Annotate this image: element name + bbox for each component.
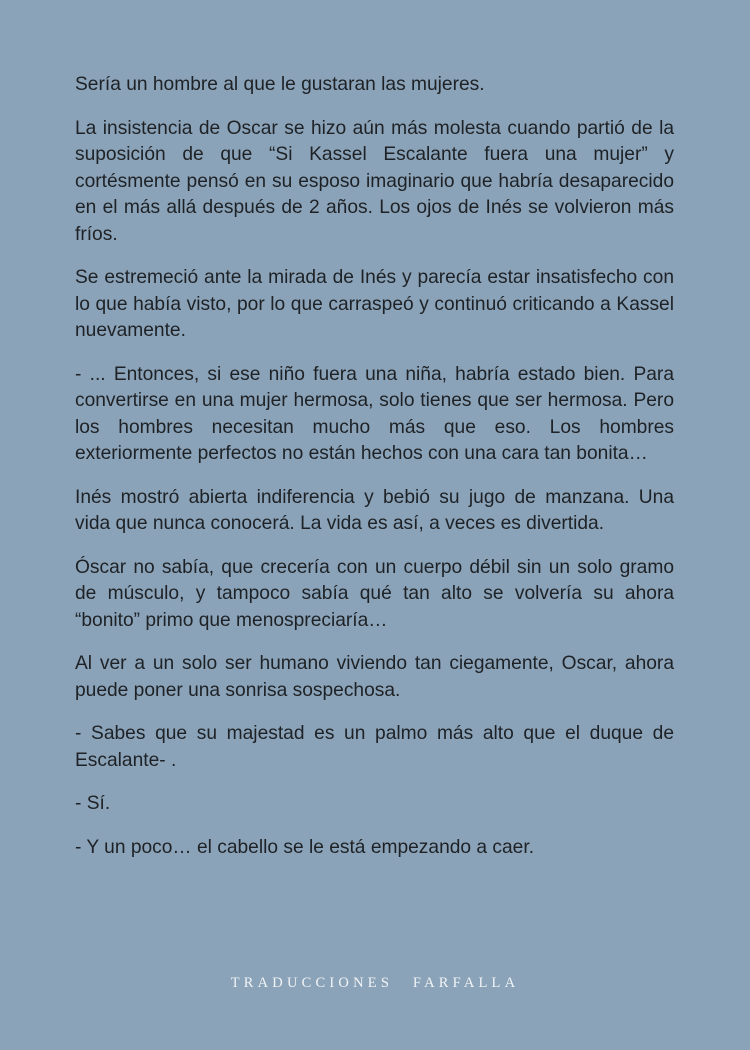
body-text (75, 72, 674, 878)
paragraph: Óscar no sabía, que crecería con un cuerpo débil sin un solo gramo de músculo, y tampoco sabía qué tan alto se volvería su ahora “bonito” primo que menospreciaría… (75, 556, 674, 631)
paragraph: Inés mostró abierta indiferencia y bebió su jugo de manzana. Una vida que nunca conocerá. La vida es así, a veces es divertida. (75, 486, 674, 534)
paragraph: La insistencia de Oscar se hizo aún más molesta cuando partió de la suposición de que “Si Kassel Escalante fuera una mujer” y cortésmente pensó en su esposo imaginario que habría desaparecido en el más allá después de 2 años. Los ojos de Inés se volvieron más fríos. (75, 117, 674, 245)
paragraph: Al ver a un solo ser humano viviendo tan ciegamente, Oscar, ahora puede poner una sonrisa sospechosa. (75, 653, 674, 701)
paragraph: Sería un hombre al que le gustaran las mujeres. (75, 74, 485, 95)
translator-credit: TRADUCCIONES FARFALLA (230, 975, 520, 991)
paragraph: - Y un poco… el cabello se le está empezando a caer. (75, 836, 535, 858)
paragraph: Se estremeció ante la mirada de Inés y parecía estar insatisfecho con lo que había visto, por lo que carraspeó y continuó criticando a Kassel nuevamente. (75, 267, 674, 341)
paragraph: - Sí. (75, 793, 111, 814)
paragraph: - ... Entonces, si ese niño fuera una niña, habría estado bien. Para convertirse en una mujer hermosa, solo tienes que ser hermosa. Pero los hombres necesitan mucho más que eso. Los hombres exteriormente perfectos no están hechos con una cara tan bonita… (75, 363, 674, 464)
paragraph: - Sabes que su majestad es un palmo más alto que el duque de Escalante- . (75, 723, 674, 771)
